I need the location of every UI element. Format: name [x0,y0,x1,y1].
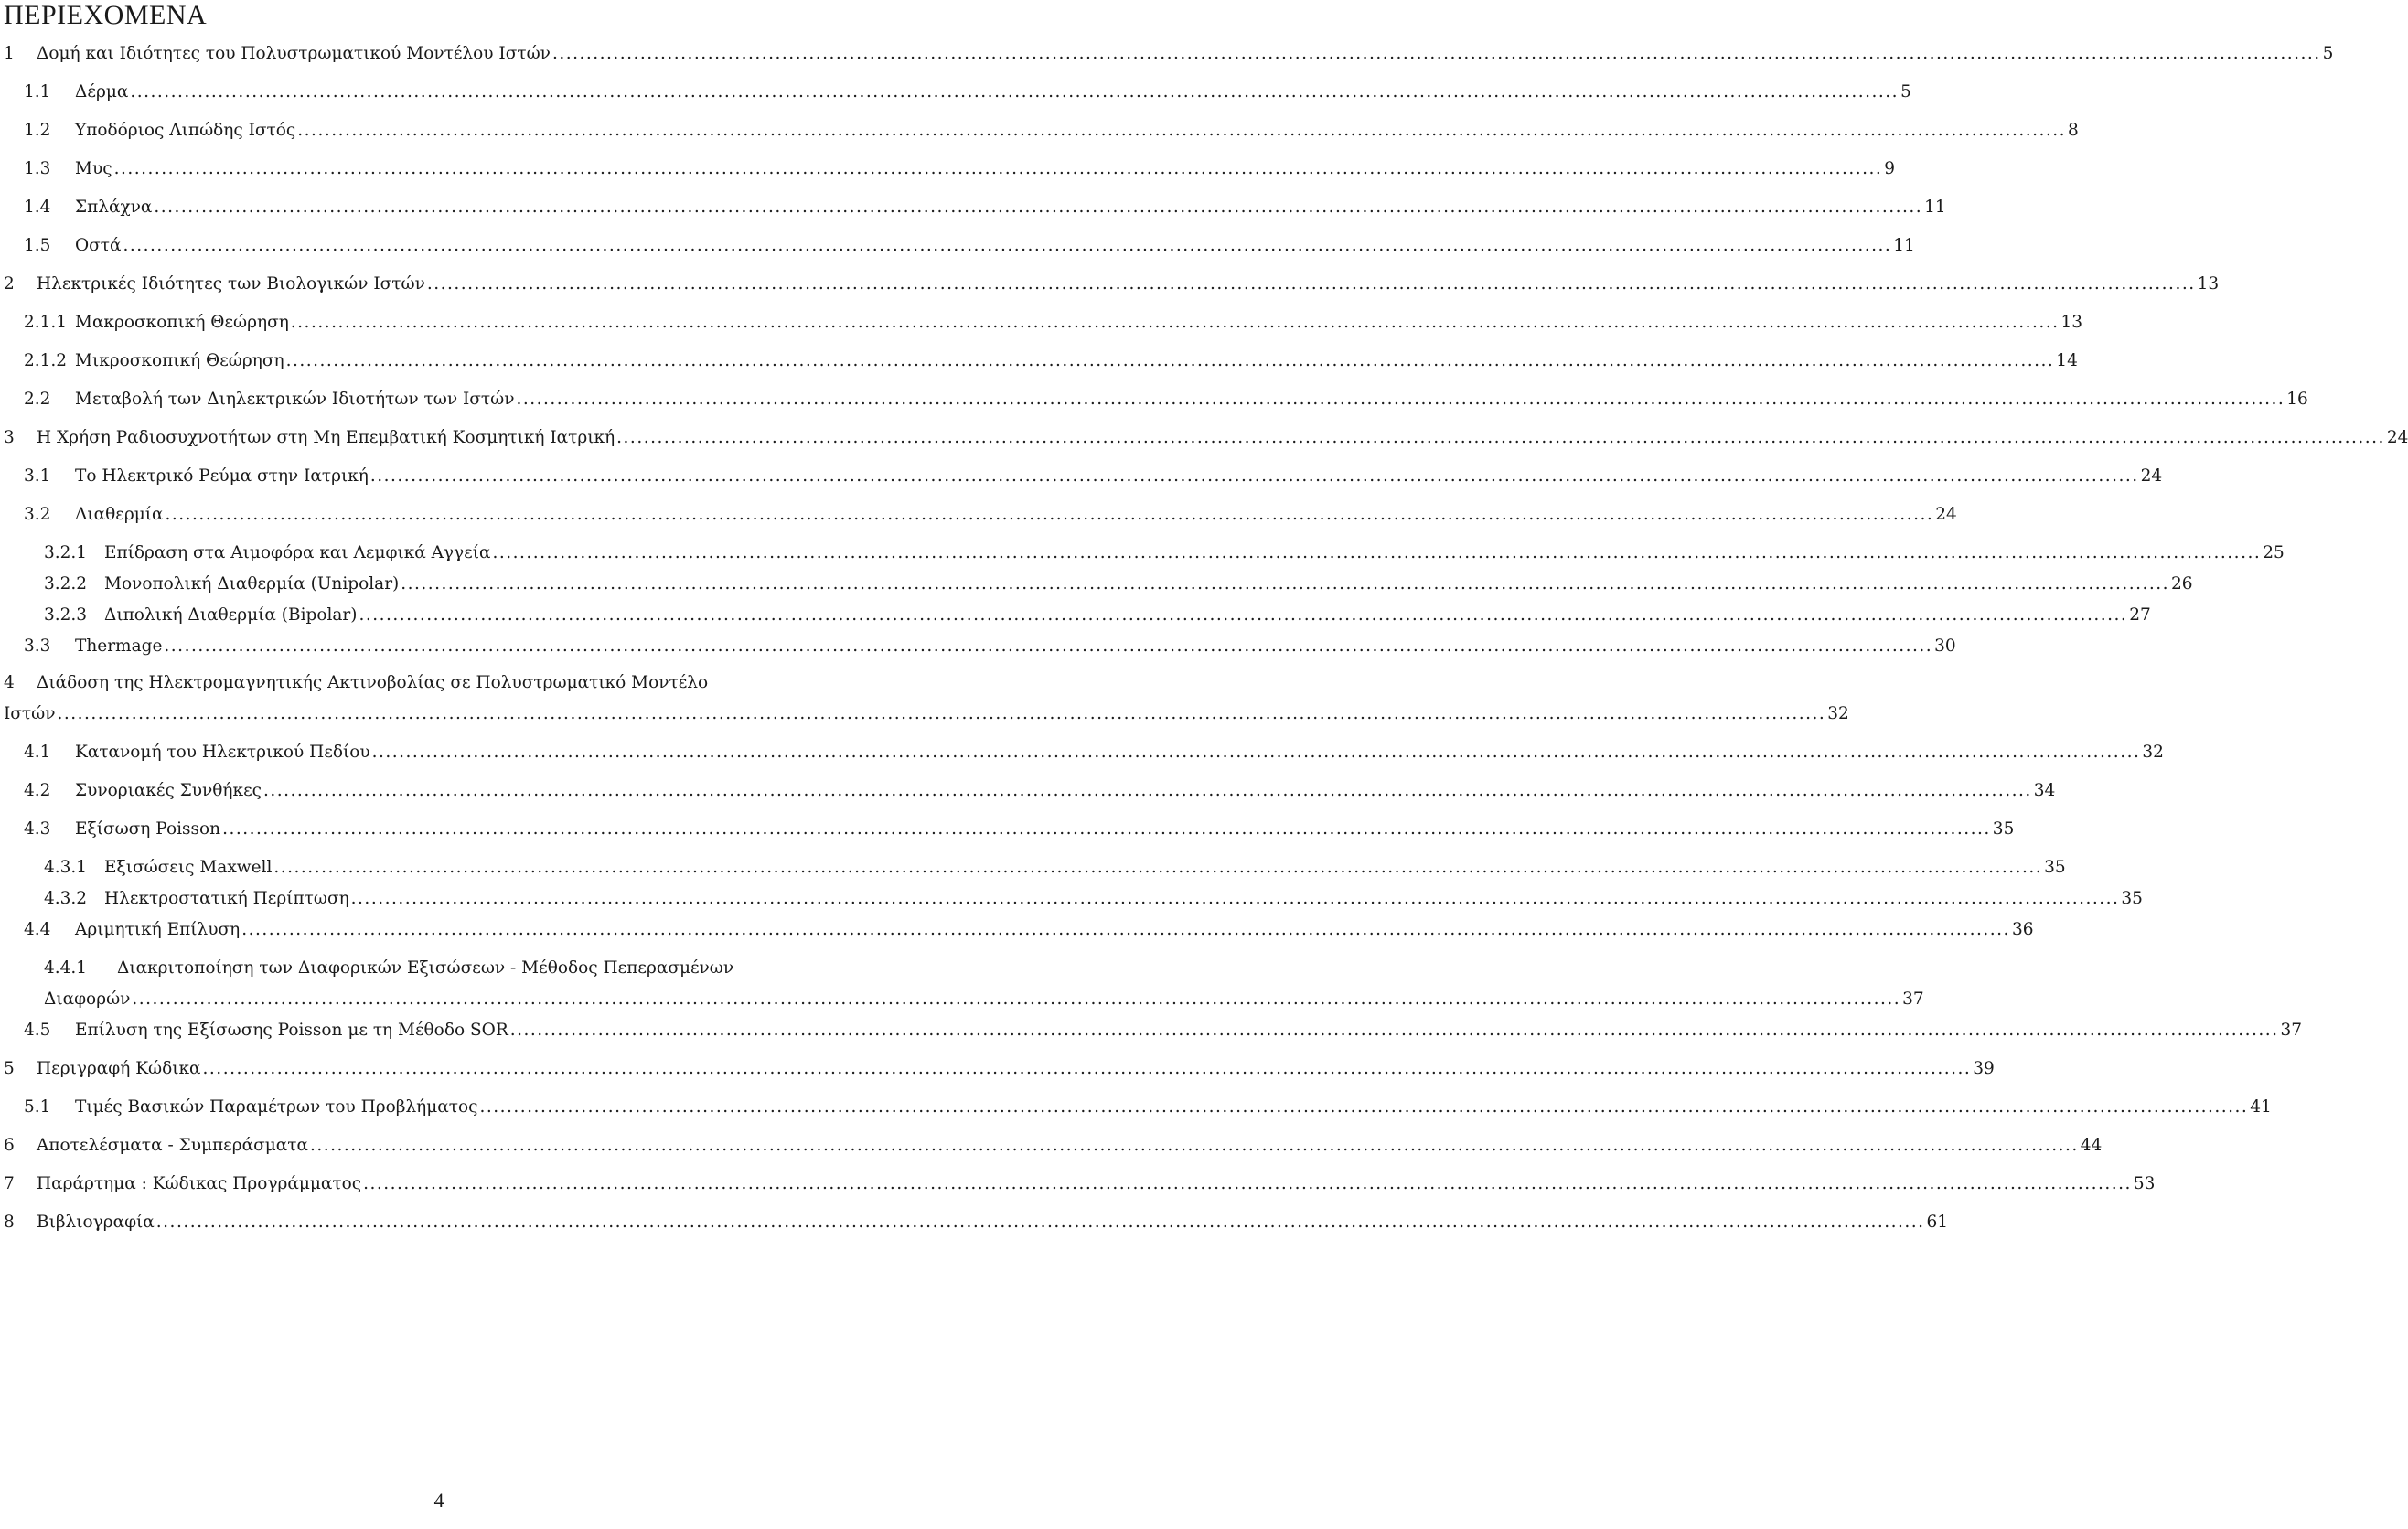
dot-leader [615,426,2387,450]
dot-leader [262,779,2034,803]
toc-entry-page: 35 [2044,858,2066,877]
toc-entry-number: 1.3 [24,159,51,178]
toc-entry-title: Μακροσκοπική Θεώρηση [75,313,289,332]
toc-entry-title: Ηλεκτρικές Ιδιότητες των Βιολογικών Ιστών [37,274,425,294]
toc-row [4,1134,2103,1158]
dot-leader [122,234,1894,258]
dot-leader [295,119,2068,143]
toc-entry-number: 5.1 [24,1097,51,1117]
toc-row [24,741,2164,764]
toc-entry-title: Διπολική Διαθερμία (Bipolar) [104,605,358,625]
toc-entry-page: 11 [1893,236,1915,255]
toc-entry-number: 1.2 [24,121,51,140]
toc-entry[interactable] [0,604,2151,631]
toc-entry-page: 32 [2142,743,2164,762]
toc-entry-number: 1.4 [24,198,51,217]
toc-entry-number: 3.2.2 [44,574,88,593]
toc-entry-title: Αριμητική Επίλυση [75,920,241,939]
toc-entry-number: 1.1 [24,82,51,102]
toc-entry-page: 37 [2280,1021,2303,1040]
toc-entry-page: 39 [1973,1059,1995,1078]
toc-entry-title: Thermage [75,636,163,656]
toc-row [24,234,1915,258]
toc-entry-title: Ηλεκτροστατική Περίπτωση [104,889,349,908]
toc-row [4,42,2334,66]
toc-row [4,1057,1995,1081]
toc-entry-number: 4.1 [24,743,51,762]
toc-entry-number: 4.3.1 [44,858,88,877]
toc-entry-page: 8 [2068,121,2079,140]
toc-entry[interactable] [0,887,2143,914]
dot-leader [399,572,2171,596]
toc-entry-number: 2.1.2 [24,351,68,370]
toc-entry[interactable] [0,311,2083,338]
toc-entry-title: Διάδοση της Ηλεκτρομαγνητικής Ακτινοβολίας σε Πολυστρωματικό Μοντέλο [37,673,709,692]
dot-leader [152,196,1924,219]
toc-entry-title-continuation: Ιστών [4,704,56,723]
toc-row [4,1172,2156,1196]
toc-entry-title: Μικροσκοπική Θεώρηση [75,351,284,370]
toc-entry-page: 26 [2171,574,2193,593]
dot-leader [289,311,2061,335]
toc-row [24,157,1896,181]
dot-leader [361,1172,2134,1196]
toc-entry-title: Διακριτοποίηση των Διαφορικών Εξισώσεων - Μέθοδος Πεπερασμένων [117,958,734,978]
toc-entry-title: Η Χρήση Ραδιοσυχνοτήτων στη Μη Επεμβατική Κοσμητική Ιατρική [37,428,615,447]
toc-entry[interactable] [0,1057,1995,1085]
toc-entry-title-continuation: Διαφορών [44,989,131,1009]
toc-entry-title: Εξίσωση Poisson [75,819,221,839]
toc-entry-title: Παράρτημα : Κώδικας Προγράμματος [37,1174,362,1193]
toc-entry-title: Περιγραφή Κώδικα [37,1059,201,1078]
dot-leader [240,918,2012,942]
toc-entry-page: 9 [1884,159,1896,178]
toc-entry-title: Μεταβολή των Διηλεκτρικών Ιδιοτήτων των Ιστών [75,390,515,409]
toc-entry-page: 35 [1992,819,2015,839]
toc-entry-page: 5 [2322,44,2334,63]
toc-entry[interactable] [0,856,2066,883]
toc-row [44,541,2285,565]
toc-entry-number: 3 [4,428,15,447]
toc-entry-page: 11 [1924,198,1946,217]
toc-entry-page: 35 [2121,889,2143,908]
dot-leader [155,1211,1927,1235]
toc-entry[interactable] [0,388,2308,415]
toc-entry[interactable] [0,572,2193,600]
dot-leader [308,1134,2081,1158]
dot-leader [425,273,2198,296]
toc-entry[interactable] [0,541,2285,569]
toc-entry-number: 4.3 [24,819,51,839]
toc-entry-page: 24 [2386,428,2408,447]
toc-entry-title: Κατανομή του Ηλεκτρικού Πεδίου [75,743,370,762]
toc-entry-title: Διαθερμία [75,505,164,524]
toc-entry-number: 1 [4,44,15,63]
toc-entry-page: 44 [2080,1136,2103,1155]
dot-leader [128,80,1900,104]
dot-leader [163,503,1935,527]
toc-row [4,426,2408,450]
toc-entry[interactable] [0,1096,2272,1123]
toc-row [24,918,2034,942]
toc-entry-number: 3.2 [24,505,51,524]
dot-leader [56,702,1828,726]
toc-entry-title: Το Ηλεκτρικό Ρεύμα στην Ιατρική [75,466,369,486]
dot-leader [284,349,2057,373]
dot-leader [551,42,2323,66]
toc-entry[interactable] [0,234,1915,262]
toc-entry-number: 3.3 [24,636,51,656]
toc-entry-number: 5 [4,1059,15,1078]
toc-entry[interactable] [0,42,2334,70]
dot-leader [201,1057,1974,1081]
toc-entry-title: Επίδραση στα Αιμοφόρα και Λεμφικά Αγγεία [104,543,491,562]
toc-entry-title: Υποδόριος Λιπώδης Ιστός [75,121,296,140]
page-number: 4 [433,1489,444,1512]
toc-entry-number: 2.1.1 [24,313,68,332]
toc-row [44,604,2151,627]
toc-entry[interactable] [0,1134,2103,1161]
dot-leader [112,157,1885,181]
toc-entry-title: Τιμές Βασικών Παραμέτρων του Προβλήματος [75,1097,478,1117]
toc-entry-title: Εξισώσεις Maxwell [104,858,273,877]
toc-entry[interactable] [0,779,2056,807]
toc-entry-page: 14 [2056,351,2078,370]
toc-entry[interactable] [0,426,2408,454]
toc-entry[interactable] [0,349,2078,377]
toc-entry-page: 53 [2133,1174,2156,1193]
toc-entry-page: 36 [2011,920,2034,939]
toc-entry-page: 37 [1902,989,1924,1009]
toc-entry-number: 6 [4,1136,15,1155]
dot-leader [272,856,2044,880]
toc-entry-number: 3.2.3 [44,605,88,625]
toc-entry-title: Μυς [75,159,112,178]
toc-row [24,635,1956,658]
toc-entry-title: Συνοριακές Συνθήκες [75,781,262,800]
toc-row [24,119,2079,143]
toc-entry[interactable] [0,157,1896,185]
toc-entry-page: 34 [2033,781,2056,800]
dot-leader [369,465,2141,488]
toc-row [24,818,2015,841]
dot-leader [490,541,2263,565]
toc-row [44,856,2066,880]
toc-row [24,388,2308,412]
toc-entry-title: Δομή και Ιδιότητες του Πολυστρωματικού Μοντέλου Ιστών [37,44,551,63]
toc-entry-number: 2 [4,274,15,294]
toc-row [44,887,2143,911]
toc-row [24,1096,2272,1119]
toc-entry-number: 4.5 [24,1021,51,1040]
toc-entry[interactable] [0,1211,1949,1238]
toc-row [4,1211,1949,1235]
toc-entry-page: 13 [2060,313,2083,332]
toc-entry[interactable] [0,635,1956,662]
toc-entry-title: Επίλυση της Εξίσωσης Poisson με τη Μέθοδο SOR [75,1021,508,1040]
toc-row [4,671,823,695]
toc-entry-page: 25 [2263,543,2285,562]
toc-entry[interactable] [0,80,1911,108]
toc-entry-title: Δέρμα [75,82,129,102]
toc-row [24,311,2083,335]
toc-entry[interactable] [0,818,2015,845]
toc-entry-number: 2.2 [24,390,51,409]
toc-entry[interactable] [0,671,1849,723]
toc-row [24,80,1911,104]
dot-leader [130,988,1902,1011]
toc-entry-page: 30 [1934,636,1956,656]
dot-leader [370,741,2143,764]
toc-entry[interactable] [0,119,2079,146]
toc-entry[interactable] [0,1019,2303,1046]
toc-entry-page: 5 [1900,82,1911,102]
toc-entry-number: 4.4 [24,920,51,939]
toc-entry-number: 4 [4,673,15,692]
toc-entry-number: 3.1 [24,466,51,486]
toc-entry-title: Μονοπολική Διαθερμία (Unipolar) [104,574,400,593]
toc-row [24,465,2163,488]
toc-row-continuation [44,988,1924,1011]
toc-row [44,957,823,980]
toc-entry[interactable] [0,465,2163,492]
toc-entry-number: 7 [4,1174,15,1193]
toc-entry-page: 13 [2197,274,2220,294]
toc-entry[interactable] [0,273,2220,300]
toc-entry[interactable] [0,957,1924,1009]
toc-entry-number: 4.3.2 [44,889,88,908]
toc-entry-number: 8 [4,1213,15,1232]
dot-leader [349,887,2122,911]
toc-entry-page: 61 [1926,1213,1949,1232]
page-title: ΠΕΡΙΕΧΟΜΕΝΑ [4,0,208,30]
dot-leader [358,604,2130,627]
toc-row [24,1019,2303,1042]
toc-entry[interactable] [0,741,2164,768]
dot-leader [162,635,1934,658]
toc-entry[interactable] [0,503,1957,530]
toc-entry[interactable] [0,918,2034,946]
toc-entry-page: 27 [2129,605,2151,625]
toc-entry-title: Αποτελέσματα - Συμπεράσματα [37,1136,309,1155]
toc-entry-number: 4.2 [24,781,51,800]
toc-entry-title: Βιβλιογραφία [37,1213,155,1232]
toc-entry[interactable] [0,1172,2156,1200]
dot-leader [515,388,2287,412]
toc-row [24,349,2078,373]
toc-row [24,196,1946,219]
toc-entry-title: Οστά [75,236,122,255]
toc-row [24,779,2056,803]
toc-entry-page: 41 [2250,1097,2272,1117]
dot-leader [220,818,1993,841]
toc-entry-number: 1.5 [24,236,51,255]
toc-row-continuation [4,702,1849,726]
toc-entry-number: 3.2.1 [44,543,88,562]
toc-row [4,273,2220,296]
toc-entry-page: 24 [1935,505,1957,524]
toc-row [24,503,1957,527]
toc-entry-page: 16 [2286,390,2308,409]
toc-entry-number: 4.4.1 [44,958,88,978]
dot-leader [478,1096,2251,1119]
dot-leader [508,1019,2281,1042]
toc-row [44,572,2193,596]
toc-entry-page: 32 [1827,704,1849,723]
toc-entry-title: Σπλάχνα [75,198,153,217]
toc-entry[interactable] [0,196,1946,223]
toc-entry-page: 24 [2140,466,2163,486]
